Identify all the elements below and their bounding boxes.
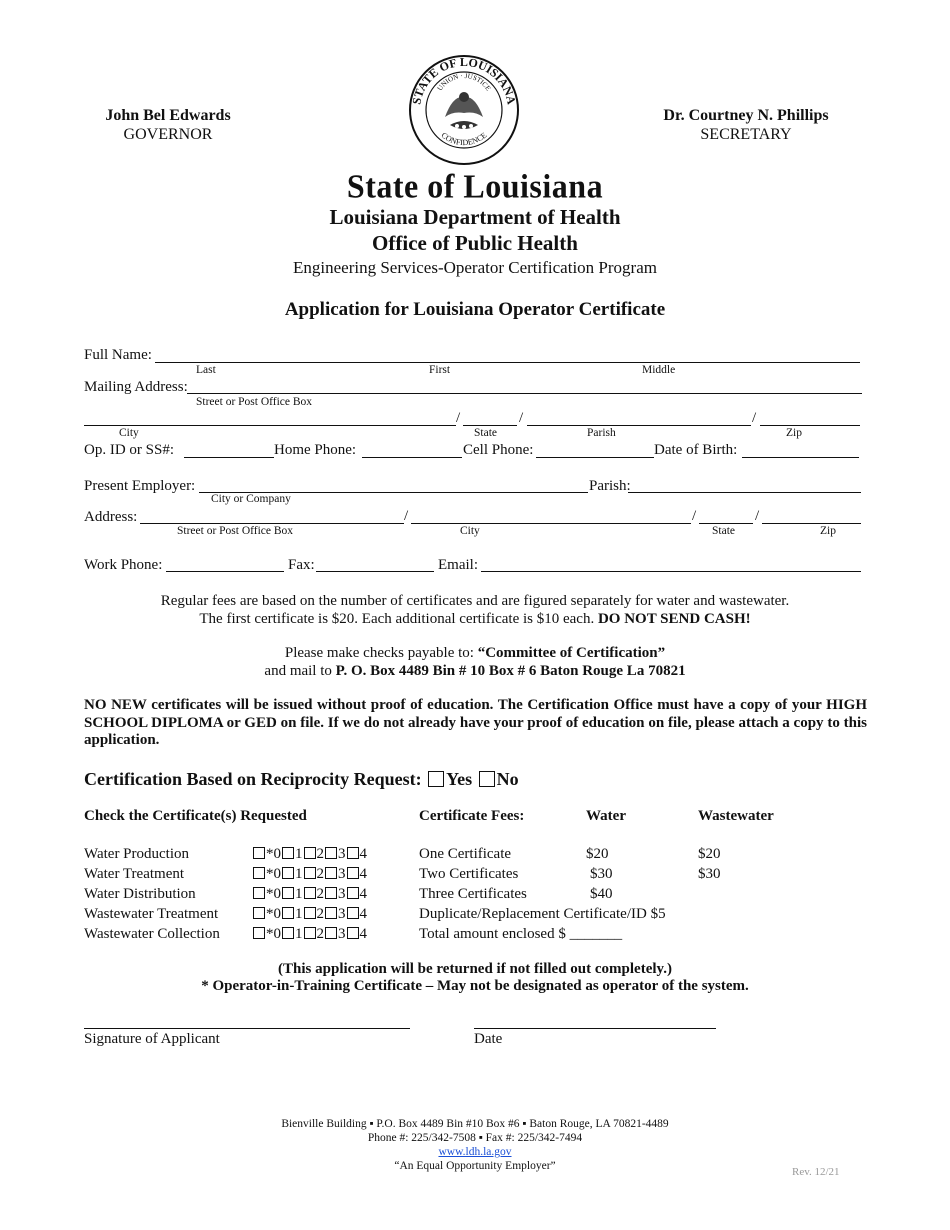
cert-name: Wastewater Treatment bbox=[84, 906, 219, 922]
mailing-state-field[interactable] bbox=[463, 425, 517, 426]
footer-website-link[interactable]: www.ldh.la.gov bbox=[438, 1146, 512, 1158]
cert-level-checkbox[interactable] bbox=[253, 847, 265, 859]
full-name-field[interactable] bbox=[155, 362, 860, 363]
fees-line-2 bbox=[0, 611, 950, 628]
parish-sublabel: Parish bbox=[587, 427, 616, 439]
cert-level-label: 1 bbox=[295, 906, 303, 922]
signature-label: Signature of Applicant bbox=[84, 1031, 220, 1047]
cert-level-checkbox[interactable] bbox=[253, 907, 265, 919]
cert-level-checkbox[interactable] bbox=[325, 887, 337, 899]
reciprocity-no-label: No bbox=[496, 769, 519, 789]
cert-level-label: 1 bbox=[295, 866, 303, 882]
cert-level-checkbox[interactable] bbox=[325, 847, 337, 859]
cert-level-group bbox=[252, 886, 367, 903]
employer-street-field[interactable] bbox=[140, 523, 404, 524]
cert-level-checkbox[interactable] bbox=[253, 867, 265, 879]
cert-name: Water Distribution bbox=[84, 886, 196, 902]
cert-level-checkbox[interactable] bbox=[347, 927, 359, 939]
home-phone-field[interactable] bbox=[362, 457, 462, 458]
cert-level-label: *0 bbox=[266, 906, 281, 922]
mail-address: P. O. Box 4489 Bin # 10 Box # 6 Baton Rouge La 70821 bbox=[335, 663, 686, 679]
cert-level-label: 2 bbox=[316, 926, 324, 942]
present-employer-label: Present Employer: bbox=[84, 478, 196, 494]
mail-text: and mail to bbox=[264, 663, 332, 679]
cert-level-group bbox=[252, 866, 367, 883]
mailing-parish-field[interactable] bbox=[527, 425, 751, 426]
cert-level-checkbox[interactable] bbox=[282, 927, 294, 939]
payable-text: Please make checks payable to: bbox=[284, 645, 474, 661]
city-sublabel: City bbox=[119, 427, 139, 439]
revision: Rev. 12/21 bbox=[792, 1166, 840, 1178]
cert-level-checkbox[interactable] bbox=[282, 867, 294, 879]
mailing-zip-field[interactable] bbox=[760, 425, 860, 426]
fees-line-1: Regular fees are based on the number of certificates and are figured separately for water and wastewater. bbox=[160, 593, 790, 609]
employer-city-field[interactable] bbox=[411, 523, 691, 524]
state-seal bbox=[405, 55, 523, 165]
education-notice: NO NEW certificates will be issued without proof of education. The Certification Office must have a copy of your HIGH SCHOOL DIPLOMA or GED on file. If we do not already have your proof of education on file, please attach a copy to this application. bbox=[84, 697, 867, 748]
cert-level-label: *0 bbox=[266, 846, 281, 862]
secretary-name: Dr. Courtney N. Phillips bbox=[663, 107, 829, 124]
employer-address-label: Address: bbox=[84, 509, 138, 525]
payee: “Committee of Certification” bbox=[477, 645, 666, 661]
cert-level-checkbox[interactable] bbox=[282, 887, 294, 899]
footer-address: Bienville Building ▪ P.O. Box 4489 Bin #10 Box #6 ▪ Baton Rouge, LA 70821-4489 bbox=[281, 1118, 669, 1130]
work-phone-label: Work Phone: bbox=[84, 557, 163, 573]
last-sublabel: Last bbox=[196, 364, 216, 376]
fee-label: Duplicate/Replacement Certificate/ID $5 bbox=[419, 906, 666, 922]
fee-label: One Certificate bbox=[419, 846, 512, 862]
employer-zip-field[interactable] bbox=[762, 523, 861, 524]
cert-level-checkbox[interactable] bbox=[304, 927, 316, 939]
mail-line bbox=[0, 663, 950, 680]
footer bbox=[0, 1117, 950, 1173]
governor-title: GOVERNOR bbox=[123, 126, 213, 143]
svg-text:STATE OF LOUISIANA: STATE OF LOUISIANA bbox=[409, 55, 519, 106]
cert-level-checkbox[interactable] bbox=[347, 847, 359, 859]
governor-block bbox=[68, 106, 268, 144]
payable-line bbox=[0, 645, 950, 662]
fax-label: Fax: bbox=[288, 557, 315, 573]
wastewater-fee: $20 bbox=[698, 846, 721, 862]
street-sublabel: Street or Post Office Box bbox=[177, 525, 294, 537]
cert-level-label: 4 bbox=[359, 886, 367, 902]
incomplete-warning: (This application will be returned if not filled out completely.) bbox=[278, 961, 672, 977]
cert-level-checkbox[interactable] bbox=[282, 907, 294, 919]
mailing-street-field[interactable] bbox=[187, 393, 862, 394]
water-fee: $30 bbox=[590, 866, 613, 882]
cert-level-checkbox[interactable] bbox=[304, 907, 316, 919]
cert-level-checkbox[interactable] bbox=[304, 887, 316, 899]
svg-text:UNION · JUSTICE: UNION · JUSTICE bbox=[435, 71, 493, 93]
reciprocity-no-checkbox[interactable] bbox=[479, 771, 495, 787]
water-fee: $20 bbox=[586, 846, 609, 862]
fees-text: The first certificate is $20. Each additional certificate is $10 each. bbox=[199, 611, 595, 627]
cert-level-group bbox=[252, 906, 367, 923]
city-sublabel: City bbox=[460, 525, 480, 537]
cert-level-label: 3 bbox=[338, 866, 346, 882]
cert-level-checkbox[interactable] bbox=[304, 867, 316, 879]
op-id-label: Op. ID or SS#: bbox=[84, 442, 175, 458]
cert-level-checkbox[interactable] bbox=[304, 847, 316, 859]
cert-level-label: 3 bbox=[338, 846, 346, 862]
reciprocity-yes-checkbox[interactable] bbox=[428, 771, 444, 787]
cert-level-group bbox=[252, 846, 367, 863]
home-phone-label: Home Phone: bbox=[274, 442, 357, 458]
cert-level-label: 3 bbox=[338, 926, 346, 942]
cell-phone-label: Cell Phone: bbox=[463, 442, 534, 458]
office-name: Office of Public Health bbox=[372, 231, 578, 255]
cert-level-checkbox[interactable] bbox=[253, 927, 265, 939]
cert-level-checkbox[interactable] bbox=[347, 907, 359, 919]
cert-level-label: 2 bbox=[316, 886, 324, 902]
cert-level-group bbox=[252, 926, 367, 943]
dob-field[interactable] bbox=[742, 457, 859, 458]
email-field[interactable] bbox=[481, 571, 861, 572]
wastewater-heading: Wastewater bbox=[698, 808, 774, 824]
employer-parish-label: Parish: bbox=[589, 478, 631, 494]
slash: / bbox=[456, 410, 461, 426]
date-label: Date bbox=[474, 1031, 503, 1047]
cert-level-label: *0 bbox=[266, 926, 281, 942]
employer-state-field[interactable] bbox=[699, 523, 753, 524]
fees-heading: Certificate Fees: bbox=[419, 808, 525, 824]
state-name: State of Louisiana bbox=[346, 167, 604, 205]
date-field[interactable] bbox=[474, 1028, 716, 1029]
slash: / bbox=[755, 508, 760, 524]
cell-phone-field[interactable] bbox=[536, 457, 654, 458]
department-name: Louisiana Department of Health bbox=[329, 205, 621, 229]
state-sublabel: State bbox=[474, 427, 497, 439]
cert-level-checkbox[interactable] bbox=[325, 927, 337, 939]
cert-level-label: 4 bbox=[359, 866, 367, 882]
program-name: Engineering Services-Operator Certification Program bbox=[293, 258, 657, 277]
wastewater-fee: $30 bbox=[698, 866, 721, 882]
footer-eoe: “An Equal Opportunity Employer” bbox=[394, 1160, 556, 1172]
cert-level-checkbox[interactable] bbox=[325, 867, 337, 879]
fee-label: Three Certificates bbox=[419, 886, 527, 902]
cert-level-label: 3 bbox=[338, 906, 346, 922]
cert-level-label: 4 bbox=[359, 906, 367, 922]
full-name-label: Full Name: bbox=[84, 347, 152, 363]
reciprocity-label: Certification Based on Reciprocity Request: bbox=[84, 769, 422, 789]
dob-label: Date of Birth: bbox=[654, 442, 738, 458]
cert-level-label: *0 bbox=[266, 866, 281, 882]
mailing-city-field[interactable] bbox=[84, 425, 456, 426]
form-title: Application for Louisiana Operator Certificate bbox=[284, 299, 666, 320]
cert-level-checkbox[interactable] bbox=[325, 907, 337, 919]
work-phone-field[interactable] bbox=[166, 571, 284, 572]
cert-level-label: 2 bbox=[316, 866, 324, 882]
cert-level-checkbox[interactable] bbox=[282, 847, 294, 859]
first-sublabel: First bbox=[429, 364, 451, 376]
footer-phone: Phone #: 225/342-7508 ▪ Fax #: 225/342-7494 bbox=[367, 1132, 583, 1144]
secretary-title: SECRETARY bbox=[700, 126, 792, 143]
slash: / bbox=[752, 410, 757, 426]
slash: / bbox=[519, 410, 524, 426]
water-heading: Water bbox=[586, 808, 626, 824]
street-sublabel: Street or Post Office Box bbox=[196, 396, 313, 408]
cert-level-label: 4 bbox=[359, 846, 367, 862]
fee-label: Two Certificates bbox=[419, 866, 519, 882]
cert-level-label: *0 bbox=[266, 886, 281, 902]
cert-level-label: 2 bbox=[316, 846, 324, 862]
middle-sublabel: Middle bbox=[642, 364, 676, 376]
zip-sublabel: Zip bbox=[786, 427, 802, 439]
svg-text:CONFIDENCE: CONFIDENCE bbox=[439, 130, 489, 148]
cert-level-label: 1 bbox=[295, 926, 303, 942]
no-cash-warning: DO NOT SEND CASH! bbox=[597, 611, 751, 627]
cert-name: Wastewater Collection bbox=[84, 926, 220, 942]
cert-level-label: 2 bbox=[316, 906, 324, 922]
slash: / bbox=[692, 508, 697, 524]
reciprocity-yes-label: Yes bbox=[446, 769, 473, 789]
water-fee: $40 bbox=[590, 886, 613, 902]
fee-label: Total amount enclosed $ _______ bbox=[419, 926, 623, 942]
slash: / bbox=[404, 508, 409, 524]
cert-name: Water Treatment bbox=[84, 866, 185, 882]
state-sublabel: State bbox=[712, 525, 735, 537]
governor-name: John Bel Edwards bbox=[105, 107, 231, 124]
reciprocity-row bbox=[84, 769, 519, 790]
fax-field[interactable] bbox=[316, 571, 434, 572]
mailing-address-label: Mailing Address: bbox=[84, 379, 188, 395]
op-id-field[interactable] bbox=[184, 457, 274, 458]
oit-warning: * Operator-in-Training Certificate – May not be designated as operator of the system. bbox=[201, 978, 749, 994]
zip-sublabel: Zip bbox=[820, 525, 836, 537]
cert-level-checkbox[interactable] bbox=[347, 867, 359, 879]
cert-level-label: 4 bbox=[359, 926, 367, 942]
cert-level-checkbox[interactable] bbox=[253, 887, 265, 899]
cert-level-checkbox[interactable] bbox=[347, 887, 359, 899]
employer-parish-field[interactable] bbox=[628, 492, 861, 493]
secretary-block bbox=[640, 106, 852, 144]
cert-heading: Check the Certificate(s) Requested bbox=[84, 808, 307, 824]
cert-level-label: 1 bbox=[295, 886, 303, 902]
city-or-company-sublabel: City or Company bbox=[211, 493, 291, 505]
signature-field[interactable] bbox=[84, 1028, 410, 1029]
cert-level-label: 1 bbox=[295, 846, 303, 862]
cert-name: Water Production bbox=[84, 846, 190, 862]
email-label: Email: bbox=[438, 557, 478, 573]
cert-level-label: 3 bbox=[338, 886, 346, 902]
